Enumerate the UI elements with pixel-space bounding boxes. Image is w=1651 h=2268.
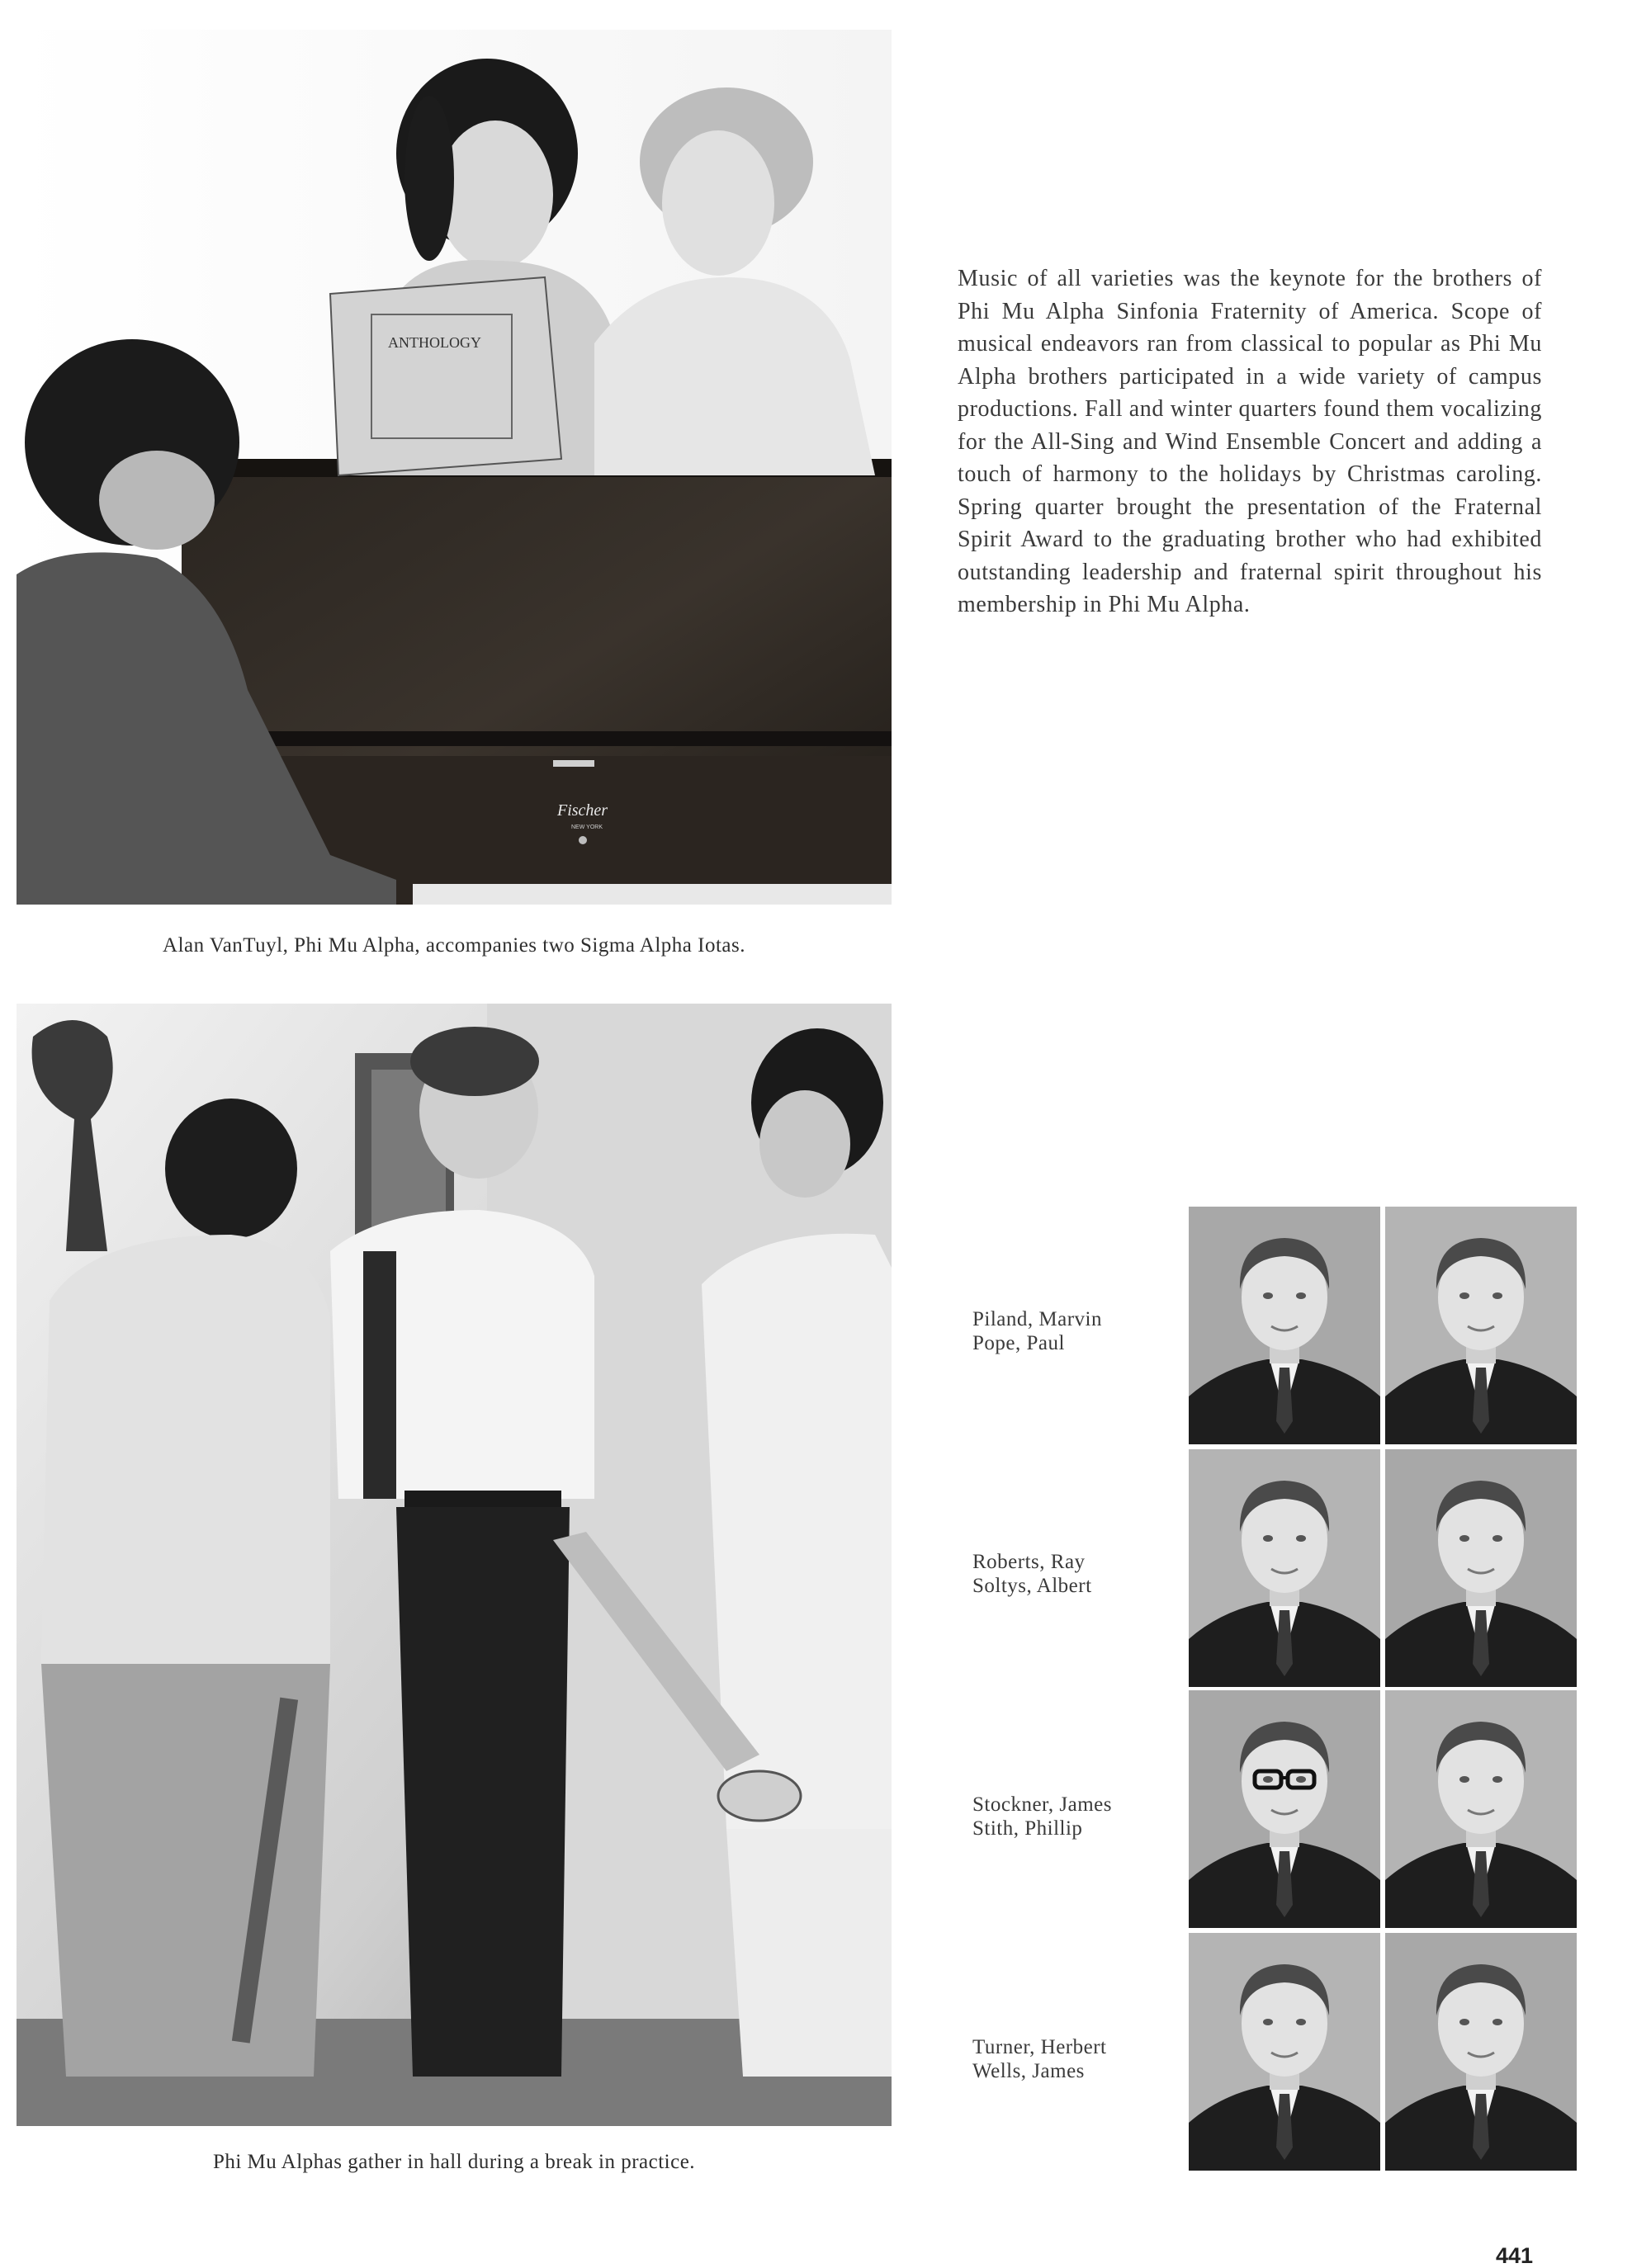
photo-piano-singers (17, 30, 892, 905)
roster-name: Turner, Herbert (972, 2036, 1107, 2058)
photo-hallway-musicians (17, 1004, 892, 2126)
piano-brand-sub-label: NEW YORK (571, 825, 603, 830)
portrait-photo (1385, 1207, 1577, 1444)
sheet-music-title: ANTHOLOGY (388, 334, 481, 351)
portrait-photo (1189, 1207, 1380, 1444)
portrait-photo (1385, 1449, 1577, 1687)
caption-bottom-photo: Phi Mu Alphas gather in hall during a break in practice. (212, 2151, 696, 2173)
roster-names-row-1 (972, 1307, 1102, 1355)
photo-piano-singers-image (17, 30, 892, 905)
portrait-photo (1189, 1449, 1380, 1687)
roster-name: Stockner, James (972, 1793, 1112, 1816)
roster-name: Piland, Marvin (972, 1308, 1102, 1330)
roster-name: Roberts, Ray (972, 1551, 1086, 1573)
page-number: 441 (1496, 2243, 1534, 2268)
roster-name: Wells, James (972, 2060, 1085, 2082)
roster-name: Stith, Phillip (972, 1817, 1083, 1840)
caption-top-photo: Alan VanTuyl, Phi Mu Alpha, accompanies two Sigma Alpha Iotas. (163, 934, 745, 957)
roster-names-row-4 (972, 2035, 1106, 2083)
roster-name: Pope, Paul (972, 1332, 1065, 1354)
roster-names-row-2 (972, 1550, 1092, 1598)
portrait-photo (1189, 1690, 1380, 1928)
portrait-photo (1189, 1933, 1380, 2171)
roster-names-row-3 (972, 1793, 1112, 1840)
portrait-photo (1385, 1933, 1577, 2171)
roster-name: Soltys, Albert (972, 1575, 1092, 1597)
article-body: Music of all varieties was the keynote for the brothers of Phi Mu Alpha Sinfonia Fraternity of America. Scope of musical endeavors ran from classical to popular as Phi Mu Alpha brothers participated in a wide variety of campus productions. Fall and winter quarters found them vocalizing for the All-Sing and Wind Ensemble Concert and adding a touch of harmony to the holidays by Christmas caroling. Spring quarter brought the presentation of the Fraternal Spirit Award to the graduating brother who had exhibited outstanding leadership and fraternal spirit throughout his membership in Phi Mu Alpha. (958, 266, 1542, 617)
photo-hallway-musicians-image (17, 1004, 892, 2126)
portrait-photo (1385, 1690, 1577, 1928)
piano-brand-label: Fischer (557, 801, 608, 820)
